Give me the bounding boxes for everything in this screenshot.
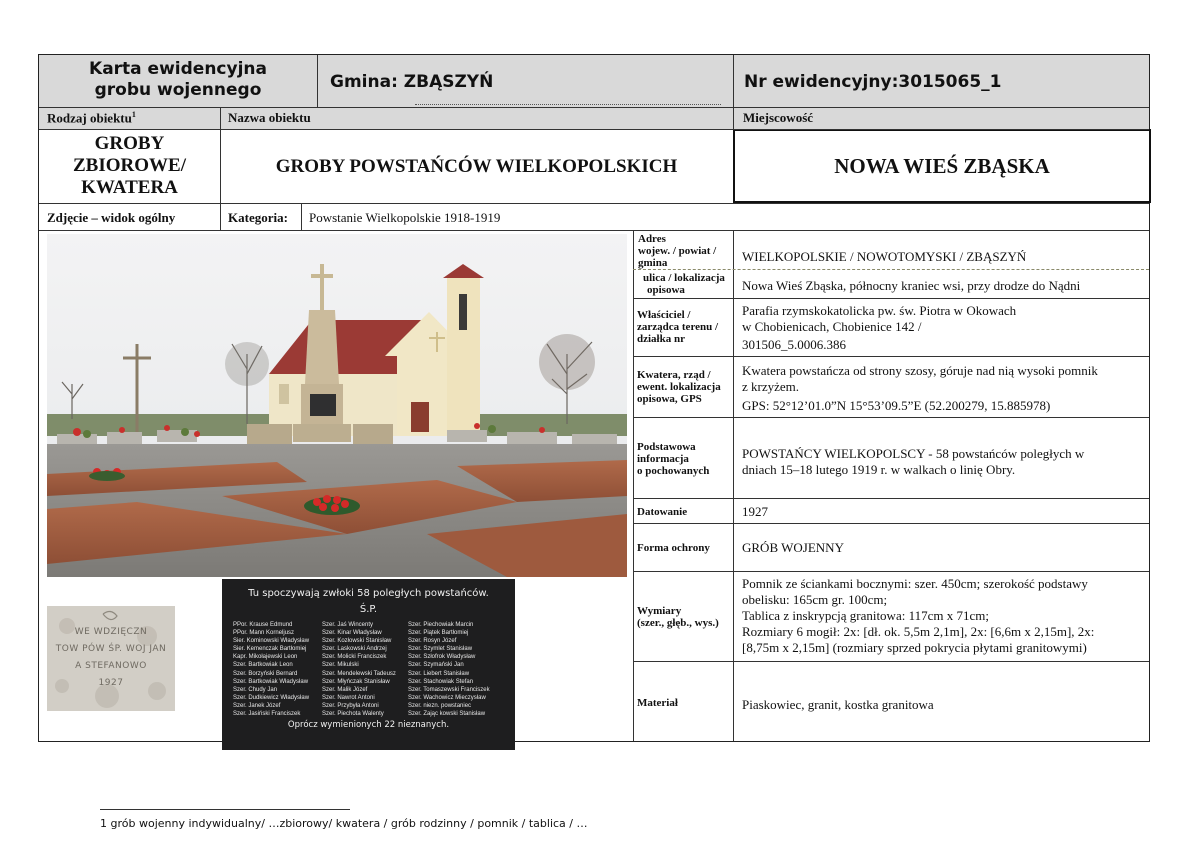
forma-ochrony-value: GRÓB WOJENNY bbox=[742, 540, 844, 555]
plaque-sp: Ś.P. bbox=[359, 604, 378, 615]
ulica-value: Nowa Wieś Zbąska, północny kraniec wsi, przy drodze do Nądni bbox=[742, 278, 1081, 293]
line-h-podstawowa bbox=[633, 498, 1149, 499]
line-h4 bbox=[39, 230, 1149, 231]
adres-value: WIELKOPOLSKIE / NOWOTOMYSKI / ZBĄSZYŃ bbox=[742, 249, 1027, 264]
kwatera-value: Kwatera powstańcza od strony szosy, góruje nad nią wysoki pomnik z krzyżem. GPS: 52°12’01.0”N 15°53’09.5”E (52.200279, 15.885978) bbox=[742, 363, 1098, 413]
adres-label: Adres wojew. / powiat / gmina bbox=[638, 233, 717, 269]
evidence-number: Nr ewidencyjny:3015065_1 bbox=[744, 72, 1002, 92]
line-h-forma bbox=[633, 571, 1149, 572]
line-v-details bbox=[733, 230, 734, 741]
nazwa-obiektu-label: Nazwa obiektu bbox=[228, 110, 311, 125]
nazwa-obiektu-value: GROBY POWSTAŃCÓW WIELKOPOLSKICH bbox=[275, 156, 678, 177]
zdjecie-label: Zdjęcie – widok ogólny bbox=[47, 210, 176, 225]
kategoria-value: Powstanie Wielkopolskie 1918-1919 bbox=[309, 210, 501, 225]
wlasciciel-label: Właściciel / zarządca terenu / działka nr bbox=[637, 309, 719, 345]
gmina-label: Gmina: ZBĄSZYŃ bbox=[330, 72, 494, 92]
line-v-photo bbox=[633, 230, 634, 741]
plaque-column-2: Szer. Jaś Wincenty Szer. Kinar Władysław Szer. Kozłowski Stanisław Szer. Laskowski Andrzej Szer. Molicki Franciszek Szer. Mikulski Szer. Mendelewski Tadeusz Szer. Młyńczak Stanisław Szer. Malik Józef Szer. Nawrot Antoni Szer. Przybyła Antoni Szer. Piechota Walenty bbox=[322, 622, 396, 718]
line-h-wlasciciel bbox=[633, 356, 1149, 357]
line-v-gmina bbox=[733, 55, 734, 129]
line-h3 bbox=[39, 203, 1149, 204]
line-v-rodzaj bbox=[220, 107, 221, 230]
cemetery-photo bbox=[47, 234, 627, 577]
plaque-title: Tu spoczywają zwłoki 58 poległych powstańców. bbox=[248, 588, 489, 599]
kategoria-label: Kategoria: bbox=[228, 210, 288, 225]
plaque-column-1: PPor. Krause Edmund PPor. Mann Korneljusz Sier. Kominowski Władysław Sier. Kemenczak Bartłomiej Kapr. Mikołajewski Leon Szer. Bartkowiak Leon Szer. Borzyński Bernard Szer. Bartkowiak Władysław Szer. Chudy Jan Szer. Dudkiewicz Władysław Szer. Janek Józef Szer. Jasiński Franciszek bbox=[233, 622, 310, 718]
inscription-text: WE WDZIĘCZN TOW PÓW ŚP. WOJ JAN A STEFANOWO 1927 bbox=[55, 627, 167, 688]
miejscowosc-label: Miejscowość bbox=[743, 110, 814, 125]
plaque-column-3: Szer. Piechowiak Marcin Szer. Piątek Bartłomiej Szer. Rosyn Józef Szer. Szymlet Stanisław Szer. Szłofrok Władysław Szer. Szymański Jan Szer. Liebert Stanisław Szer. Stachowiak Stefan Szer. Tomaszewski Franciszek Szer. Wachowicz Mieczysław Szer. niezn. powstaniec Szer. Zając kowski Stanisław bbox=[408, 622, 490, 718]
line-h-wymiary bbox=[633, 661, 1149, 662]
miejscowosc-value: NOWA WIEŚ ZBĄSKA bbox=[834, 154, 1050, 178]
line-v-kategoria bbox=[301, 203, 302, 230]
wymiary-value: Pomnik ze ściankami bocznymi: szer. 450cm; szerokość podstawy obelisku: 165cm gr. 100cm; Tablica z inskrypcją granitowa: 117cm x 71cm; Rozmiary 6 mogił: 2x: [dł. ok. 5,5m 2,1m], 2x: [6,6m x 2,15m], 2x: [8,75m x 2,15m] (rozmiary sprzed pokrycia płytami granitowymi) bbox=[742, 576, 1095, 655]
wymiary-label: Wymiary (szer., głęb., wys.) bbox=[637, 605, 719, 629]
line-h-kwatera bbox=[633, 417, 1149, 418]
line-dashed-adres bbox=[633, 269, 1149, 270]
podstawowa-label: Podstawowa informacja o pochowanych bbox=[637, 441, 710, 477]
plaque-footer: Oprócz wymienionych 22 nieznanych. bbox=[287, 720, 450, 730]
labels-row bbox=[39, 107, 1149, 129]
line-h1 bbox=[39, 107, 1149, 108]
material-value: Piaskowiec, granit, kostka granitowa bbox=[742, 697, 934, 712]
datowanie-label: Datowanie bbox=[637, 506, 688, 518]
line-h-ulica bbox=[633, 298, 1149, 299]
gmina-dotted-line bbox=[415, 104, 721, 105]
forma-ochrony-label: Forma ochrony bbox=[637, 542, 710, 554]
datowanie-value: 1927 bbox=[742, 504, 768, 519]
record-card bbox=[38, 54, 1150, 742]
line-h-datowanie bbox=[633, 523, 1149, 524]
plaque-photo bbox=[222, 579, 515, 750]
card-title: Karta ewidencyjna grobu wojennego bbox=[89, 59, 267, 100]
main-photo bbox=[47, 234, 627, 577]
footnote: 1 grób wojenny indywidualny/ …zbiorowy/ kwatera / grób rodzinny / pomnik / tablica / … bbox=[100, 817, 588, 830]
wlasciciel-value: Parafia rzymskokatolicka pw. św. Piotra w Okowach w Chobienicach, Chobienice 142 / 301506_5.0006.386 bbox=[742, 303, 1017, 352]
footnote-rule bbox=[100, 809, 350, 810]
material-label: Materiał bbox=[637, 697, 678, 709]
kwatera-label: Kwatera, rząd / ewent. lokalizacja opisowa, GPS bbox=[637, 369, 721, 405]
inscription-photo bbox=[47, 606, 175, 711]
line-h2 bbox=[39, 129, 1149, 130]
ulica-label: ulica / lokalizacja opisowa bbox=[643, 272, 725, 296]
rodzaj-obiektu-value: GROBY ZBIOROWE/ KWATERA bbox=[73, 133, 186, 198]
podstawowa-value: POWSTAŃCY WIELKOPOLSCY - 58 powstańców poległych w dniach 15–18 lutego 1919 r. w walkach o linię Obry. bbox=[742, 446, 1085, 477]
line-v-title bbox=[317, 55, 318, 107]
rodzaj-obiektu-label: Rodzaj obiektu$^1$ bbox=[47, 110, 136, 126]
